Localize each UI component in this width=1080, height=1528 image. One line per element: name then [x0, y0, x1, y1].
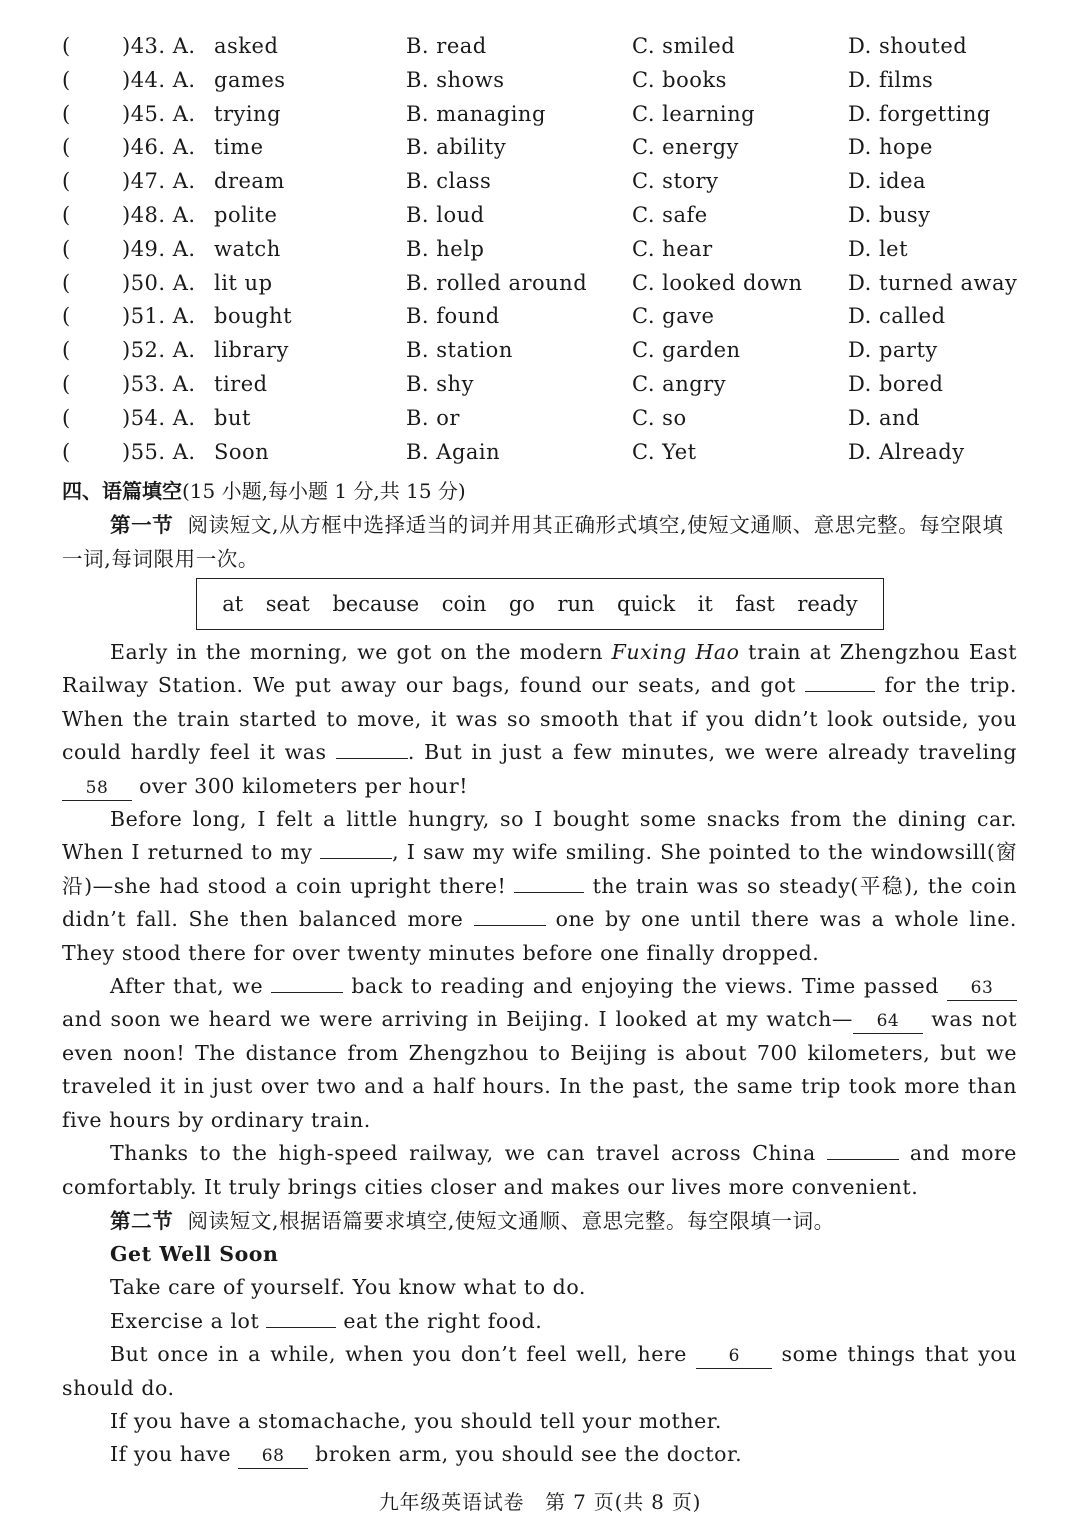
blank-68[interactable]: 68 — [238, 1444, 308, 1469]
word-box-item: ready — [797, 592, 858, 616]
text: Thanks to the high-speed railway, we can travel across China — [110, 1141, 827, 1166]
question-row — [62, 64, 1022, 98]
text: over 300 kilometers per hour! — [132, 773, 469, 798]
option-d: D. hope — [848, 135, 933, 160]
question-row — [62, 334, 1022, 368]
question-number: )52. A. — [122, 338, 196, 363]
option-a: asked — [214, 34, 279, 58]
blank-64[interactable]: 64 — [853, 1009, 923, 1034]
option-d: D. and — [848, 405, 920, 430]
passage-2 — [62, 1238, 1017, 1472]
option-a: trying — [214, 101, 282, 126]
question-row — [62, 131, 1022, 165]
text: back to reading and enjoying the views. Time passed — [343, 974, 947, 999]
text: Before long, I felt a little hungry, so I bought some snacks from the dining car. When I returned to my — [62, 807, 1017, 865]
blank-66[interactable] — [266, 1327, 336, 1328]
question-row — [62, 98, 1022, 132]
answer-paren[interactable]: ( — [62, 338, 71, 363]
passage-1 — [62, 636, 1017, 1204]
part-1-lead: 第一节 — [110, 513, 174, 537]
text: , I saw my wife smiling. She pointed to the windowsill(窗沿)—she had stood a coin upright there! — [62, 840, 1017, 898]
option-d: D. shouted — [848, 34, 968, 58]
option-a: tired — [214, 371, 268, 396]
option-a: Soon — [214, 439, 270, 464]
word-box-item: quick — [617, 592, 676, 616]
section-4-subtitle: (15 小题,每小题 1 分,共 15 分) — [182, 479, 466, 503]
answer-paren[interactable]: ( — [62, 202, 71, 227]
word-box-item: at — [222, 592, 244, 616]
option-a: polite — [214, 202, 278, 227]
blank-61[interactable] — [474, 925, 546, 926]
option-b: B. Again — [406, 439, 501, 464]
option-b: B. class — [406, 169, 492, 194]
option-c: C. learning — [632, 101, 756, 126]
word-box — [196, 578, 884, 630]
option-b: B. read — [406, 34, 487, 58]
part-2-lead: 第二节 — [110, 1209, 174, 1233]
section-4-title: 四、语篇填空 — [62, 479, 182, 503]
word-box-item: coin — [441, 592, 487, 616]
blank-58[interactable]: 58 — [62, 776, 132, 801]
option-c: C. Yet — [632, 439, 697, 464]
blank-65[interactable] — [827, 1159, 899, 1160]
question-number: )44. A. — [122, 67, 196, 92]
option-c: C. story — [632, 169, 719, 194]
answer-paren[interactable]: ( — [62, 236, 71, 261]
option-d: D. called — [848, 304, 946, 329]
answer-paren[interactable]: ( — [62, 67, 71, 92]
question-row — [62, 300, 1022, 334]
text: Exercise a lot — [110, 1308, 267, 1333]
option-c: C. garden — [632, 338, 741, 363]
part-1-instruction-text: 阅读短文,从方框中选择适当的词并用其正确形式填空,使短文通顺、意思完整。每空限填一词,每词限用一次。 — [62, 513, 1004, 571]
part-1-instruction — [62, 508, 1022, 576]
answer-paren[interactable]: ( — [62, 304, 71, 329]
question-row — [62, 233, 1022, 267]
passage-2-title: Get Well Soon — [110, 1242, 279, 1266]
blank-67[interactable]: 6 — [696, 1344, 772, 1369]
answer-paren[interactable]: ( — [62, 270, 71, 295]
option-b: B. loud — [406, 202, 485, 227]
option-c: C. smiled — [632, 34, 736, 58]
option-a: bought — [214, 304, 293, 329]
text: . But in just a few minutes, we were already traveling — [407, 740, 1017, 765]
answer-paren[interactable]: ( — [62, 34, 71, 58]
option-c: C. safe — [632, 202, 708, 227]
blank-62[interactable] — [271, 992, 343, 993]
answer-paren[interactable]: ( — [62, 439, 71, 464]
part-2-instruction-text: 阅读短文,根据语篇要求填空,使短文通顺、意思完整。每空限填一词。 — [187, 1209, 835, 1233]
option-a: library — [214, 338, 289, 363]
word-box-item: go — [508, 592, 535, 616]
text: Early in the morning, we got on the modern — [110, 640, 612, 664]
blank-60[interactable] — [514, 892, 584, 893]
passage-1-paragraph-4 — [62, 1137, 1017, 1204]
question-number: )49. A. — [122, 236, 196, 261]
option-d: D. bored — [848, 371, 944, 396]
option-a: dream — [214, 169, 285, 194]
option-c: C. angry — [632, 371, 727, 396]
word-box-item: fast — [735, 592, 775, 616]
text: one by one until there was a whole line. They stood there for over twenty minutes before one finally dropped. — [62, 907, 1017, 965]
option-b: B. help — [406, 236, 485, 261]
question-number: )47. A. — [122, 169, 196, 194]
option-d: D. busy — [848, 202, 931, 227]
question-number: )43. A. — [122, 34, 196, 58]
option-a: lit up — [214, 270, 273, 295]
option-b: B. station — [406, 338, 513, 363]
option-c: C. hear — [632, 236, 713, 261]
text: and soon we heard we were arriving in Beijing. I looked at my watch— — [62, 1007, 853, 1032]
passage-2-line-1: Take care of yourself. You know what to do. — [110, 1275, 586, 1300]
question-number: )45. A. — [122, 101, 196, 126]
question-number: )55. A. — [122, 439, 196, 464]
passage-1-paragraph-2 — [62, 803, 1017, 970]
blank-56[interactable] — [805, 691, 875, 692]
question-row — [62, 199, 1022, 233]
question-number: )48. A. — [122, 202, 196, 227]
blank-59[interactable] — [320, 858, 392, 859]
option-b: B. ability — [406, 135, 507, 160]
option-d: D. party — [848, 338, 938, 363]
word-box-item: seat — [265, 592, 310, 616]
page-footer: 九年级英语试卷 第 7 页(共 8 页) — [378, 1490, 702, 1514]
answer-paren[interactable]: ( — [62, 135, 71, 160]
word-box-item: because — [332, 592, 420, 616]
option-b: B. rolled around — [406, 270, 588, 295]
option-b: B. managing — [406, 101, 546, 126]
text: train at Zhengzhou East Railway Station. We put away our bags, found our seats, and got — [62, 640, 1017, 698]
question-number: )46. A. — [122, 135, 196, 160]
text: was not even noon! The distance from Zhengzhou to Beijing is about 700 kilometers, but we traveled it in just over two and a half hours. In the past, the same trip took more than five hours by ordinary train. — [62, 1007, 1017, 1132]
option-d: D. films — [848, 67, 934, 92]
option-d: D. idea — [848, 169, 927, 194]
text: But once in a while, when you don’t feel well, here — [110, 1342, 697, 1367]
option-d: D. Already — [848, 439, 965, 464]
option-c: C. gave — [632, 304, 715, 329]
question-row — [62, 368, 1022, 402]
text: for the trip. When the train started to move, it was so smooth that if you didn’t look outside, you could hardly feel it was — [62, 673, 1017, 765]
passage-2-line-3 — [62, 1338, 1017, 1405]
blank-63[interactable]: 63 — [947, 976, 1017, 1001]
option-c: C. so — [632, 405, 687, 430]
answer-paren[interactable]: ( — [62, 101, 71, 126]
section-4-heading — [62, 475, 466, 504]
question-row — [62, 165, 1022, 199]
option-a: time — [214, 135, 264, 160]
answer-paren[interactable]: ( — [62, 169, 71, 194]
option-b: B. found — [406, 304, 500, 329]
question-row — [62, 267, 1022, 301]
question-number: )53. A. — [122, 371, 196, 396]
blank-57[interactable] — [336, 758, 408, 759]
question-row — [62, 436, 1022, 470]
option-d: D. turned away — [848, 270, 1018, 295]
option-b: B. shy — [406, 371, 474, 396]
multiple-choice-list — [62, 30, 1022, 469]
text: and more comfortably. It truly brings cities closer and makes our lives more convenient. — [62, 1141, 1017, 1199]
option-c: C. energy — [632, 135, 739, 160]
word-box-item: it — [697, 592, 713, 616]
question-number: )54. A. — [122, 405, 196, 430]
answer-paren[interactable]: ( — [62, 371, 71, 396]
question-row — [62, 30, 1022, 64]
passage-2-line-2 — [62, 1305, 1017, 1338]
option-d: D. let — [848, 236, 909, 261]
text: broken arm, you should see the doctor. — [308, 1442, 743, 1467]
part-2-instruction — [62, 1204, 1022, 1238]
option-c: C. looked down — [632, 270, 803, 295]
passage-2-line-5 — [62, 1438, 1017, 1471]
option-b: B. or — [406, 405, 460, 430]
option-d: D. forgetting — [848, 101, 991, 126]
train-name: Fuxing Hao — [611, 640, 740, 664]
option-b: B. shows — [406, 67, 505, 92]
text: the train was so steady(平稳), the coin didn’t fall. She then balanced more — [62, 873, 1017, 932]
text: some things that you should do. — [62, 1342, 1017, 1400]
option-a: games — [214, 67, 286, 92]
answer-paren[interactable]: ( — [62, 405, 71, 430]
passage-1-paragraph-3 — [62, 970, 1017, 1137]
word-box-item: run — [557, 592, 595, 616]
question-number: )50. A. — [122, 270, 196, 295]
text: eat the right food. — [336, 1308, 543, 1333]
text: If you have — [110, 1442, 239, 1467]
text: After that, we — [110, 974, 272, 999]
question-row — [62, 402, 1022, 436]
option-a: watch — [214, 236, 281, 261]
option-c: C. books — [632, 67, 727, 92]
passage-1-paragraph-1 — [62, 636, 1017, 803]
passage-2-line-4: If you have a stomachache, you should tell your mother. — [110, 1409, 722, 1434]
question-number: )51. A. — [122, 304, 196, 329]
option-a: but — [214, 405, 251, 430]
